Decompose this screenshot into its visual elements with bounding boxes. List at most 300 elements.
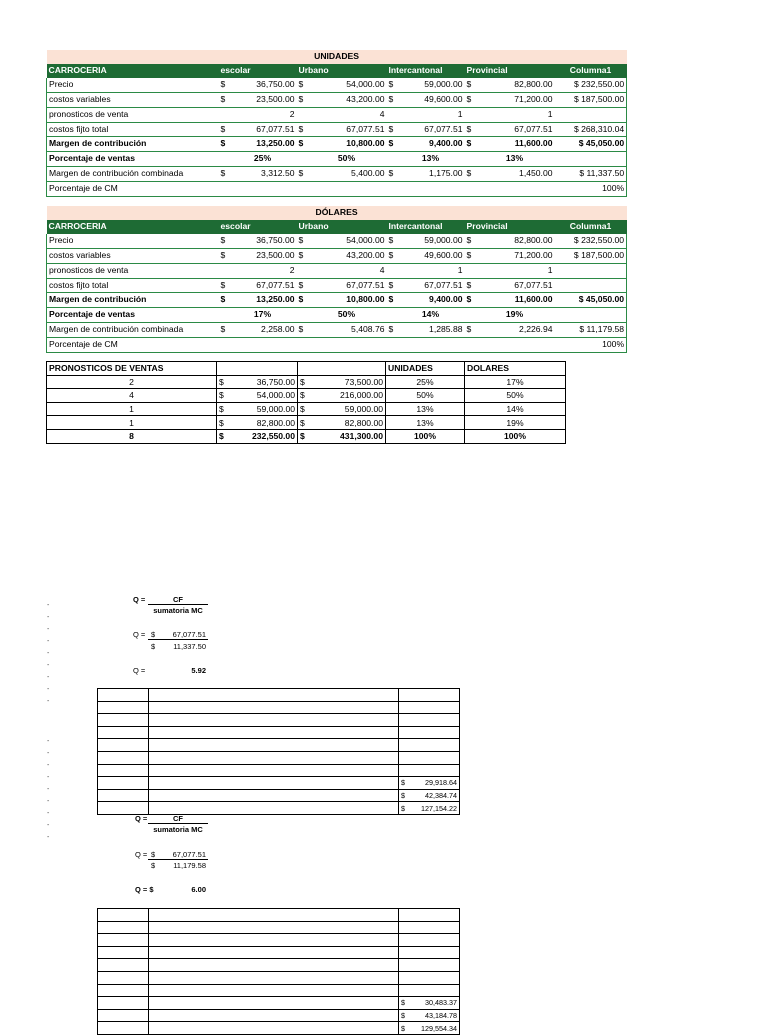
dolares-cell: 59,000.00 [397, 234, 465, 248]
grid1-row [98, 701, 460, 714]
currency-symbol: $ [300, 431, 305, 442]
currency-symbol: $ [300, 390, 305, 401]
unidades-cell: $ [465, 137, 475, 152]
formula2-denominator: sumatoria MC [153, 825, 203, 834]
unidades-cell: $ [465, 78, 475, 92]
pronosticos-amount [217, 429, 298, 443]
unidades-cell: 23,500.00 [229, 92, 297, 107]
dolares-cell: 82,800.00 [475, 234, 555, 248]
unidades-cell: 82,800.00 [475, 78, 555, 92]
pronosticos-dolares-pct: 17% [465, 375, 566, 389]
pronosticos-unidades-pct: 13% [386, 402, 465, 416]
pronosticos-row [47, 375, 566, 389]
margin-dot: - [47, 614, 50, 621]
dolares-cell: $ [387, 278, 397, 293]
unidades-cell [297, 182, 307, 197]
unidades-cell [475, 182, 555, 197]
grid1-cell [149, 739, 399, 752]
dolares-cell: 11,600.00 [475, 293, 555, 308]
unidades-row [47, 122, 627, 137]
grid1-cell [98, 751, 149, 764]
grid2-row [98, 934, 460, 947]
unidades-cell: 67,077.51 [475, 122, 555, 137]
unidades-row [47, 182, 627, 197]
unidades-cell: $ [219, 92, 229, 107]
unidades-cell: 67,077.51 [307, 122, 387, 137]
grid2-row [98, 984, 460, 997]
grid1-value-cell [399, 764, 460, 777]
unidades-cell: $ [387, 122, 397, 137]
grid1-cell [149, 802, 399, 815]
dolares-cell: 2,258.00 [229, 323, 297, 338]
margin-dot: - [47, 626, 50, 633]
dolares-cell [465, 263, 475, 278]
unidades-cell: $ [297, 92, 307, 107]
pronosticos-qty: 1 [47, 402, 217, 416]
currency-symbol: $ [300, 417, 305, 428]
amount-value: 42,384.74 [425, 791, 457, 801]
pronosticos-row [47, 402, 566, 416]
grid1-row [98, 789, 460, 802]
pronosticos-header-row [47, 362, 566, 376]
unidades-cell: 67,077.51 [229, 122, 297, 137]
formula1-num-currency: $ [151, 630, 156, 639]
grid1-cell [98, 777, 149, 790]
dolares-cell [387, 338, 397, 353]
grid2-value-cell [399, 946, 460, 959]
dolares-cell: $ [387, 234, 397, 248]
dolares-cell: 100% [555, 338, 627, 353]
dolares-cell [297, 338, 307, 353]
unidades-row [47, 78, 627, 92]
grid2-cell [149, 971, 399, 984]
formula1-num-value: 67,077.51 [172, 630, 206, 639]
currency-symbol: $ [401, 1023, 405, 1033]
dolares-cell: $ [297, 323, 307, 338]
grid1-value-cell [399, 789, 460, 802]
amount-value: 73,500.00 [344, 376, 383, 387]
grid1-cell [149, 777, 399, 790]
unidades-header-columna1: Columna1 [555, 64, 627, 78]
grid1-value-cell [399, 701, 460, 714]
grid2-cell [149, 1009, 399, 1022]
dolares-cell: 5,408.76 [307, 323, 387, 338]
unidades-cell: 1 [475, 107, 555, 122]
unidades-cell: $ 268,310.04 [555, 122, 627, 137]
unidades-cell: 43,200.00 [307, 92, 387, 107]
grid1-value-cell [399, 802, 460, 815]
unidades-cell [555, 107, 627, 122]
dolares-cell: $ [297, 248, 307, 263]
unidades-header-escolar: escolar [219, 64, 297, 78]
dolares-cell: 1 [475, 263, 555, 278]
dolares-header-columna1: Columna1 [555, 220, 627, 234]
dolares-cell: $ [219, 278, 229, 293]
dolares-cell [475, 338, 555, 353]
unidades-row-label: Margen de contribución combinada [47, 167, 219, 182]
dolares-row-label: Margen de contribución combinada [47, 323, 219, 338]
dolares-header-intercantonal: Intercantonal [387, 220, 465, 234]
grid1-cell [98, 701, 149, 714]
grid2-cell [98, 946, 149, 959]
grid2-cell [98, 921, 149, 934]
dolares-cell: $ [465, 248, 475, 263]
dolares-row-label: Porcentaje de CM [47, 338, 219, 353]
dolares-row [47, 338, 627, 353]
grid2-value-cell [399, 984, 460, 997]
dolares-cell: 14% [397, 308, 465, 323]
grid1-cell [149, 751, 399, 764]
dolares-cell: 23,500.00 [229, 248, 297, 263]
dolares-cell: 4 [307, 263, 387, 278]
dolares-cell: $ [465, 293, 475, 308]
formula1-q-label: Q = [133, 595, 146, 604]
grid2-value-cell [399, 909, 460, 922]
formula1-q2-label: Q = [133, 630, 146, 639]
unidades-cell: $ 11,337.50 [555, 167, 627, 182]
dolares-cell: $ 45,050.00 [555, 293, 627, 308]
unidades-cell: 50% [307, 152, 387, 167]
unidades-cell: 54,000.00 [307, 78, 387, 92]
unidades-cell: $ [219, 167, 229, 182]
dolares-cell [219, 263, 229, 278]
dolares-header-escolar: escolar [219, 220, 297, 234]
pronosticos-qty: 2 [47, 375, 217, 389]
margin-dot: - [47, 686, 50, 693]
dolares-cell: 67,077.51 [307, 278, 387, 293]
dolares-cell: $ [219, 234, 229, 248]
unidades-cell: $ [465, 167, 475, 182]
currency-symbol: $ [219, 390, 224, 401]
amount-value: 216,000.00 [339, 390, 383, 401]
unidades-cell [219, 107, 229, 122]
unidades-cell: $ 187,500.00 [555, 92, 627, 107]
dolares-cell [297, 263, 307, 278]
margin-dot: - [47, 750, 50, 757]
margin-dot: - [47, 738, 50, 745]
unidades-cell: 59,000.00 [397, 78, 465, 92]
amount-value: 30,483.37 [425, 998, 457, 1008]
amount-value: 43,184.78 [425, 1011, 457, 1021]
unidades-cell [297, 107, 307, 122]
unidades-cell: $ [465, 92, 475, 107]
dolares-cell: 13,250.00 [229, 293, 297, 308]
unidades-row-label: Margen de contribución [47, 137, 219, 152]
currency-symbol: $ [401, 778, 405, 788]
unidades-cell: $ 232,550.00 [555, 78, 627, 92]
grid1-row [98, 739, 460, 752]
dolares-row-label: costos variables [47, 248, 219, 263]
margin-dot: - [47, 638, 50, 645]
grid1-value-cell [399, 739, 460, 752]
dolares-cell [555, 278, 627, 293]
pronosticos-qty: 8 [47, 429, 217, 443]
currency-symbol: $ [219, 431, 224, 442]
dolares-table [46, 206, 627, 353]
formula2-num-value: 67,077.51 [172, 850, 206, 859]
unidades-cell: 67,077.51 [397, 122, 465, 137]
amount-value: 82,800.00 [256, 417, 295, 428]
unidades-header-intercantonal: Intercantonal [387, 64, 465, 78]
dolares-cell: 43,200.00 [307, 248, 387, 263]
dolares-cell [219, 308, 229, 323]
grid1-cell [98, 689, 149, 702]
margin-dot: - [47, 698, 50, 705]
margin-dot: - [47, 650, 50, 657]
unidades-cell: 2 [229, 107, 297, 122]
unidades-row-label: costos variables [47, 92, 219, 107]
unidades-cell: 13,250.00 [229, 137, 297, 152]
grid1-row [98, 726, 460, 739]
dolares-cell: $ [219, 323, 229, 338]
dolares-cell [465, 308, 475, 323]
calc-grid-1 [97, 688, 460, 815]
unidades-cell: $ 45,050.00 [555, 137, 627, 152]
unidades-cell [465, 152, 475, 167]
dolares-cell [229, 338, 297, 353]
unidades-cell [387, 152, 397, 167]
currency-symbol: $ [300, 404, 305, 415]
dolares-cell: 54,000.00 [307, 234, 387, 248]
pronosticos-dolares-pct: 100% [465, 429, 566, 443]
dolares-cell [297, 308, 307, 323]
unidades-cell [229, 182, 297, 197]
dolares-cell: 49,600.00 [397, 248, 465, 263]
pronosticos-amount [217, 416, 298, 430]
grid2-cell [98, 997, 149, 1010]
margin-dot: - [47, 762, 50, 769]
grid1-cell [98, 714, 149, 727]
pronosticos-dolares-pct: 50% [465, 389, 566, 403]
calc-grid-2 [97, 908, 460, 1035]
dolares-cell: $ 11,179.58 [555, 323, 627, 338]
formula2-q-label: Q = [135, 814, 148, 823]
pronosticos-amount [298, 416, 386, 430]
pronosticos-unidades-pct: 25% [386, 375, 465, 389]
grid2-cell [149, 946, 399, 959]
dolares-cell [219, 338, 229, 353]
unidades-cell: $ [297, 122, 307, 137]
grid1-row [98, 714, 460, 727]
dolares-cell: $ [465, 278, 475, 293]
pronosticos-amount [298, 389, 386, 403]
unidades-cell: 4 [307, 107, 387, 122]
pronosticos-row [47, 429, 566, 443]
currency-symbol: $ [401, 1011, 405, 1021]
unidades-cell [307, 182, 387, 197]
unidades-cell: $ [297, 78, 307, 92]
grid1-cell [149, 714, 399, 727]
unidades-header-provincial: Provincial [465, 64, 555, 78]
dolares-cell: $ [465, 234, 475, 248]
dolares-row [47, 278, 627, 293]
grid2-cell [149, 984, 399, 997]
pronosticos-unidades-pct: 13% [386, 416, 465, 430]
formula1-result: 5.92 [191, 666, 206, 675]
grid1-cell [149, 701, 399, 714]
unidades-cell [387, 182, 397, 197]
unidades-row-label: costos fijto total [47, 122, 219, 137]
grid1-cell [149, 789, 399, 802]
unidades-row [47, 107, 627, 122]
unidades-cell [297, 152, 307, 167]
grid1-cell [149, 689, 399, 702]
dolares-cell: 10,800.00 [307, 293, 387, 308]
dolares-row [47, 323, 627, 338]
dolares-row [47, 234, 627, 248]
amount-value: 29,918.64 [425, 778, 457, 788]
dolares-cell: $ [387, 293, 397, 308]
pronosticos-amount [298, 402, 386, 416]
unidades-cell: 1,175.00 [397, 167, 465, 182]
grid2-value-cell [399, 1009, 460, 1022]
currency-symbol: $ [401, 803, 405, 813]
unidades-cell: 3,312.50 [229, 167, 297, 182]
margin-dot: - [47, 662, 50, 669]
formula1-den-currency: $ [151, 642, 156, 651]
dolares-cell: $ [297, 278, 307, 293]
dolares-cell: $ [219, 293, 229, 308]
pronosticos-amount [298, 375, 386, 389]
pronosticos-header [217, 362, 298, 376]
formula1-numerator: CF [173, 595, 183, 604]
unidades-cell: $ [219, 137, 229, 152]
unidades-row-label: Precio [47, 78, 219, 92]
unidades-cell: $ [387, 167, 397, 182]
dolares-row-label: Precio [47, 234, 219, 248]
unidades-row-label: Porcentaje de ventas [47, 152, 219, 167]
dolares-row-label: Porcentaje de ventas [47, 308, 219, 323]
dolares-cell: 67,077.51 [229, 278, 297, 293]
margin-dot: - [47, 798, 50, 805]
pronosticos-row [47, 416, 566, 430]
dolares-cell: $ [465, 323, 475, 338]
dolares-header-urbano: Urbano [297, 220, 387, 234]
grid2-row [98, 997, 460, 1010]
dolares-cell: 19% [475, 308, 555, 323]
pronosticos-row [47, 389, 566, 403]
dolares-cell [387, 308, 397, 323]
grid2-value-cell [399, 997, 460, 1010]
unidades-cell [397, 182, 465, 197]
formula2-den-value: 11,179.58 [173, 861, 206, 870]
grid2-cell [149, 934, 399, 947]
dolares-cell [387, 263, 397, 278]
unidades-cell: $ [219, 78, 229, 92]
dolares-cell: $ 232,550.00 [555, 234, 627, 248]
grid1-cell [149, 764, 399, 777]
unidades-table [46, 50, 627, 197]
grid2-cell [98, 934, 149, 947]
grid2-value-cell [399, 921, 460, 934]
grid1-value-cell [399, 751, 460, 764]
dolares-header-row [47, 220, 627, 234]
unidades-cell: 13% [397, 152, 465, 167]
unidades-row-label: pronosticos de venta [47, 107, 219, 122]
grid2-cell [98, 909, 149, 922]
unidades-cell [387, 107, 397, 122]
unidades-header-carroceria: CARROCERIA [47, 64, 219, 78]
pronosticos-dolares-pct: 14% [465, 402, 566, 416]
unidades-cell: $ [465, 122, 475, 137]
dolares-cell: 36,750.00 [229, 234, 297, 248]
dolares-cell: $ [387, 248, 397, 263]
dolares-row-label: Margen de contribución [47, 293, 219, 308]
unidades-cell [219, 152, 229, 167]
margin-dot: - [47, 786, 50, 793]
grid2-row [98, 921, 460, 934]
dolares-cell: 50% [307, 308, 387, 323]
amount-value: 59,000.00 [344, 404, 383, 415]
dolares-cell: 1,285.88 [397, 323, 465, 338]
grid2-cell [149, 921, 399, 934]
dolares-cell [397, 338, 465, 353]
grid2-cell [98, 971, 149, 984]
dolares-row [47, 308, 627, 323]
grid1-row [98, 802, 460, 815]
grid2-cell [98, 959, 149, 972]
formula2-numerator: CF [173, 814, 183, 823]
unidades-caption: UNIDADES [47, 50, 627, 64]
grid1-value-cell [399, 689, 460, 702]
grid2-row [98, 946, 460, 959]
dolares-row [47, 263, 627, 278]
grid1-row [98, 777, 460, 790]
dolares-header-provincial: Provincial [465, 220, 555, 234]
unidades-row [47, 167, 627, 182]
dolares-header-carroceria: CARROCERIA [47, 220, 219, 234]
dolares-row-label: costos fijto total [47, 278, 219, 293]
unidades-row [47, 137, 627, 152]
unidades-cell: 9,400.00 [397, 137, 465, 152]
dolares-cell: 67,077.51 [475, 278, 555, 293]
formula1-denominator: sumatoria MC [153, 606, 203, 615]
grid2-row [98, 971, 460, 984]
unidades-cell: $ [387, 92, 397, 107]
dolares-cell: 2 [229, 263, 297, 278]
dolares-caption: DÓLARES [47, 206, 627, 220]
currency-symbol: $ [401, 791, 405, 801]
dolares-cell: $ 187,500.00 [555, 248, 627, 263]
grid1-value-cell [399, 714, 460, 727]
grid2-cell [149, 997, 399, 1010]
pronosticos-qty: 1 [47, 416, 217, 430]
pronosticos-amount [298, 429, 386, 443]
dolares-cell: 67,077.51 [397, 278, 465, 293]
grid2-row [98, 1009, 460, 1022]
grid1-cell [98, 802, 149, 815]
margin-dot: - [47, 602, 50, 609]
dolares-cell: $ [387, 323, 397, 338]
pronosticos-header: PRONOSTICOS DE VENTAS [47, 362, 217, 376]
formula2-den-currency: $ [151, 861, 156, 870]
amount-value: 54,000.00 [256, 390, 295, 401]
margin-dot: - [47, 674, 50, 681]
unidades-cell [555, 152, 627, 167]
dolares-cell: $ [297, 234, 307, 248]
unidades-header-urbano: Urbano [297, 64, 387, 78]
currency-symbol: $ [219, 376, 224, 387]
pronosticos-header: UNIDADES [386, 362, 465, 376]
pronosticos-amount [217, 402, 298, 416]
formula2-result: 6.00 [191, 885, 206, 894]
dolares-cell: 71,200.00 [475, 248, 555, 263]
unidades-cell [465, 107, 475, 122]
formula2-q3-label: Q = $ [135, 885, 154, 894]
unidades-caption-row [47, 50, 627, 64]
currency-symbol: $ [401, 998, 405, 1008]
unidades-cell: $ [387, 78, 397, 92]
